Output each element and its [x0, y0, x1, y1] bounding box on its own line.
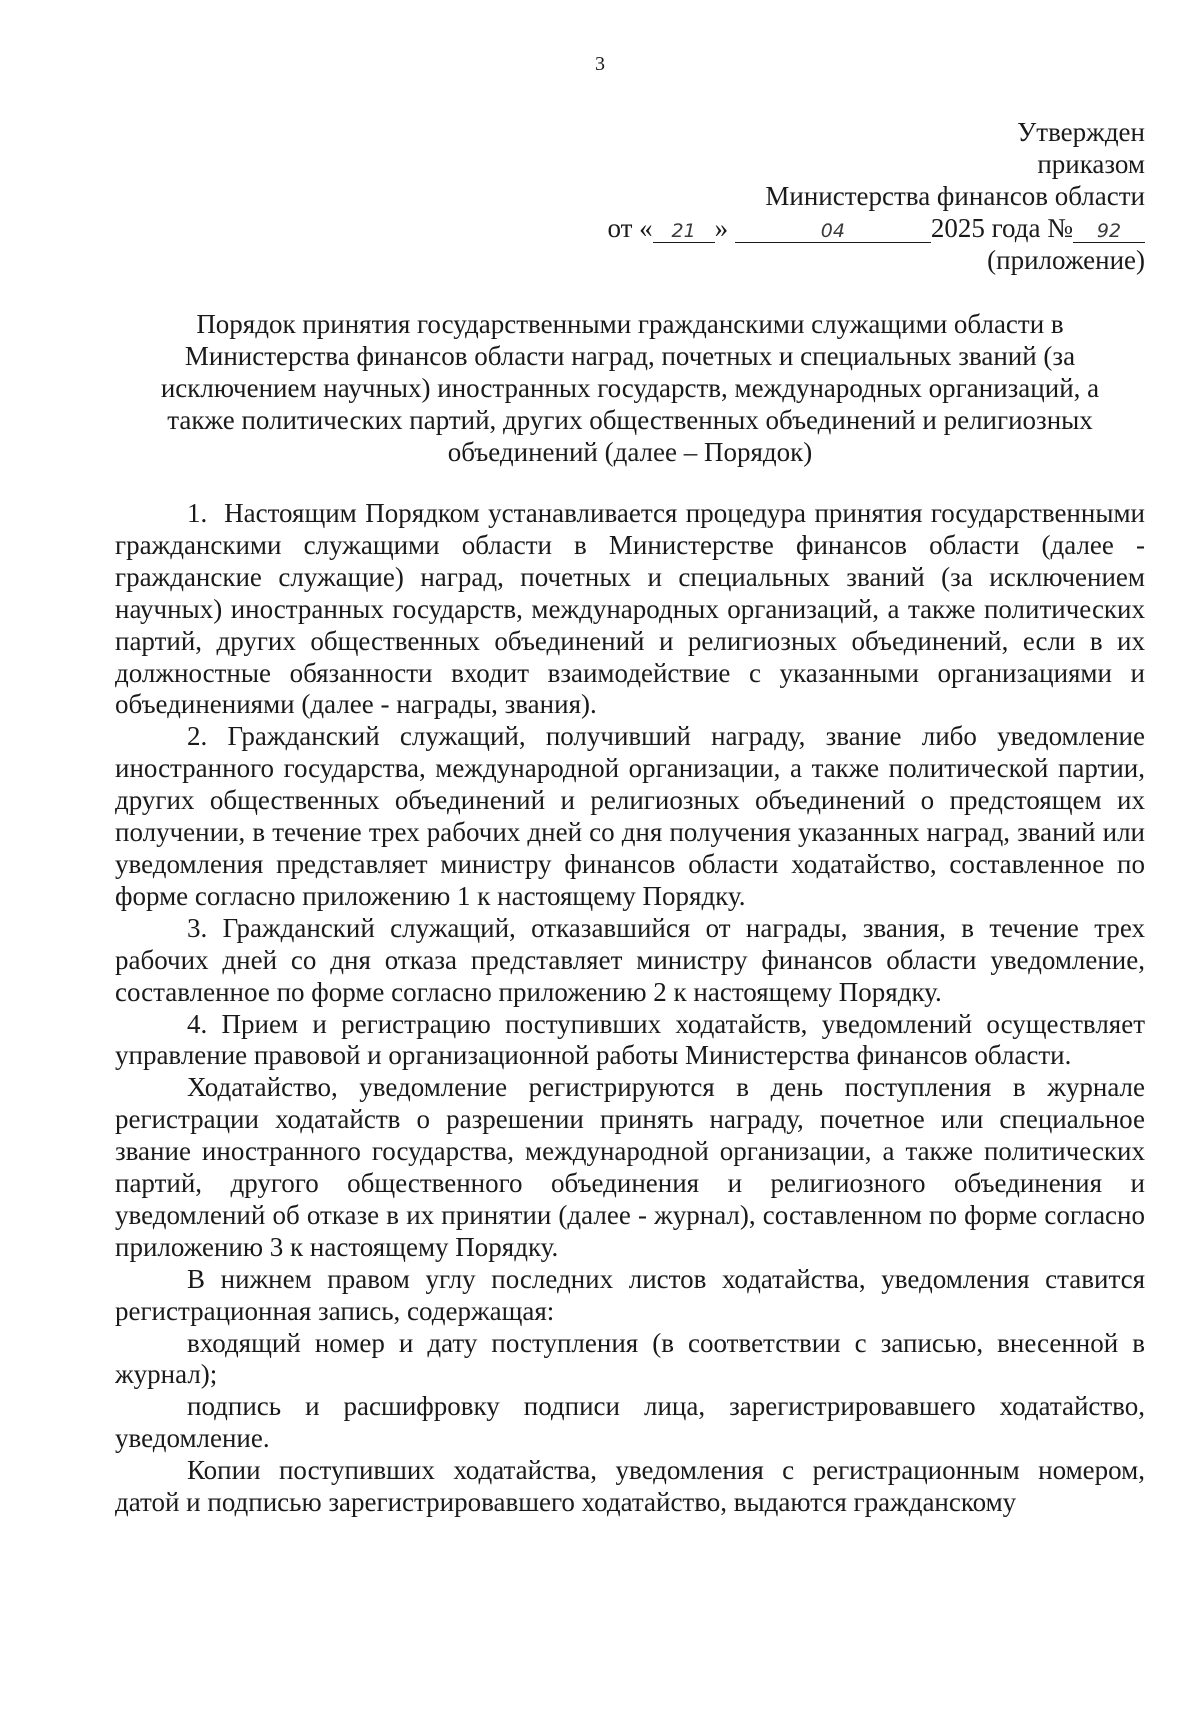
paragraph-1: 1. Настоящим Порядком устанавливается процедура принятия государственными гражданскими служащими области в Министерстве финансов области (далее - гражданские служащие) наград, почетных и специальных званий (за исключением научных) иностранных государств, международных организаций, а также политических партий, других общественных объединений и религиозных объединений, если в их должностные обязанности входит взаимодействие с указанными организациями и объединениями (далее - награды, звания). [115, 498, 1145, 720]
date-prefix: от « [607, 213, 653, 243]
approval-date-line [445, 212, 1145, 244]
approval-appendix: (приложение) [987, 245, 1145, 275]
paragraph-registration-record: В нижнем правом углу последних листов ходатайства, уведомления ставится регистрационная запись, содержащая: [115, 1263, 1145, 1326]
paragraph-3: 3. Гражданский служащий, отказавшийся от награды, звания, в течение трех рабочих дней со дня отказа представляет министру финансов области уведомление, составленное по форме согласно приложению 2 к настоящему Порядку. [115, 912, 1145, 1007]
document-title: Порядок принятия государственными гражданскими служащими области в Министерства финансов области наград, почетных и специальных званий (за исключением научных) иностранных государств, международных организаций, а также политических партий, других общественных объединений и религиозных объединений (далее – Порядок) [160, 309, 1100, 467]
approval-by-order: приказом [1037, 149, 1145, 179]
approval-ministry: Министерства финансов области [765, 181, 1145, 211]
date-month-handwritten: 04 [735, 220, 931, 243]
paragraph-copies: Копии поступивших ходатайства, уведомления с регистрационным номером, датой и подписью зарегистрировавшего ходатайство, выдаются гражданскому [115, 1455, 1145, 1518]
approval-approved: Утвержден [1017, 117, 1145, 147]
paragraph-2: 2. Гражданский служащий, получивший награду, звание либо уведомление иностранного государства, международной организации, а также политической партии, других общественных объединений и религиозных объединений о предстоящем их получении, в течение трех рабочих дней со дня получения указанных наград, званий или уведомления представляет министру финансов области ходатайство, составленное по форме согласно приложению 1 к настоящему Порядку. [115, 721, 1145, 911]
paragraph-signature: подпись и расшифровку подписи лица, зарегистрировавшего ходатайство, уведомление. [115, 1391, 1145, 1454]
order-number-handwritten: 92 [1073, 220, 1145, 243]
date-mid: » [714, 213, 729, 243]
paragraph-incoming-number: входящий номер и дату поступления (в соответствии с записью, внесенной в журнал); [115, 1327, 1145, 1390]
paragraph-4: 4. Прием и регистрацию поступивших ходатайств, уведомлений осуществляет управление правовой и организационной работы Министерства финансов области. [115, 1008, 1145, 1071]
page-number: 3 [595, 53, 605, 75]
approval-block [445, 116, 1145, 276]
date-year-text: 2025 года № [930, 213, 1073, 243]
document-body [115, 498, 1145, 1519]
paragraph-registration: Ходатайство, уведомление регистрируются в день поступления в журнале регистрации ходатайств о разрешении принять награду, почетное или специальное звание иностранного государства, международной организации, а также политических партий, другого общественного объединения и религиозного объединения и уведомлений об отказе в их принятии (далее - журнал), составленном по форме согласно приложению 3 к настоящему Порядку. [115, 1072, 1145, 1262]
date-day-handwritten: 21 [653, 220, 715, 243]
